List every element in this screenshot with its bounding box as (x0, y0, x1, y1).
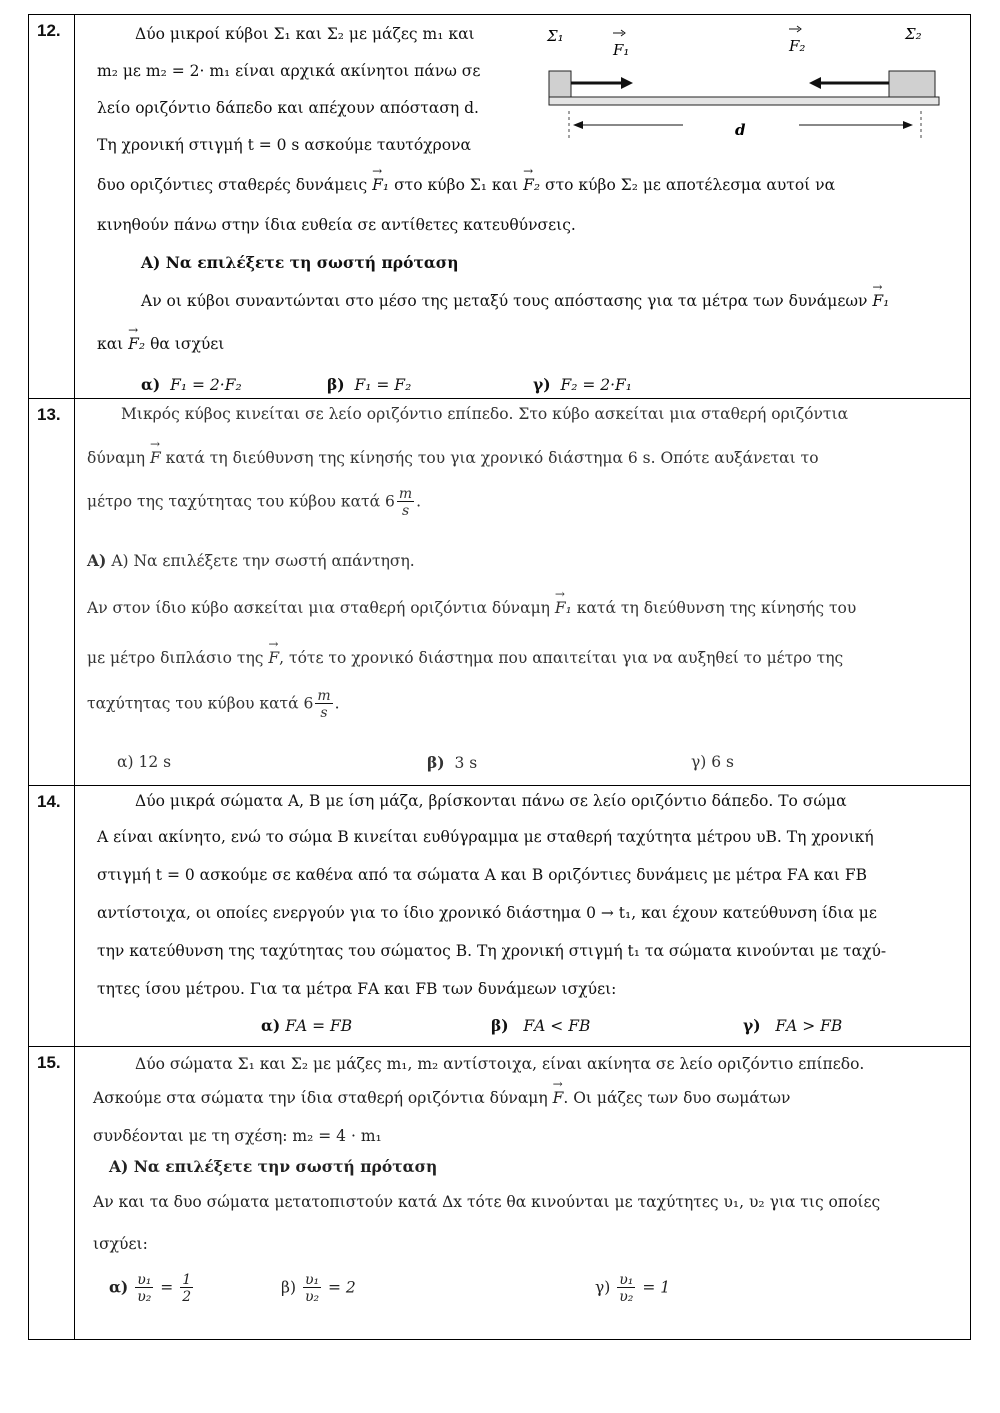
label-f1: F₁ (613, 41, 630, 59)
part-a-heading: Α) Να επιλέξετε την σωστή πρόταση (109, 1157, 438, 1176)
text-line: λείο οριζόντιο δάπεδο και απέχουν απόσταση d. (97, 99, 479, 117)
text-line: συνδέονται με τη σχέση: m₂ = 4 · m₁ (93, 1127, 382, 1145)
label-f2: F₂ (789, 37, 806, 55)
text-line: μέτρο της ταχύτητας του κύβου κατά 6 $\frac{m}{s}$ . (87, 486, 422, 519)
question-number: 13. (29, 399, 75, 785)
exercise-table (28, 14, 971, 1340)
question-13 (29, 398, 970, 785)
part-a-heading: Α) Α) Να επιλέξετε την σωστή απάντηση. (87, 551, 415, 570)
question-body (75, 399, 970, 785)
option-a[interactable]: α) $\frac{\text{υ₁}}{\text{υ₂}}$ = $\frac{1}{2}$ (109, 1272, 192, 1305)
text-line: την κατεύθυνση της ταχύτητας του σώματος Β. Τη χρονική στιγμή t₁ τα σώματα κινούνται με ταχύ- (97, 942, 887, 960)
label-d: d (735, 121, 746, 139)
question-15 (29, 1046, 970, 1339)
vector-f1: → F₁ (555, 599, 572, 617)
text-line: δύναμη → F κατά τη διεύθυνση της κίνησής του για χρονικό διάστημα 6 s. Οπότε αυξάνεται το (87, 449, 819, 467)
fraction-m-s: $\frac{m}{s}$ (398, 486, 413, 519)
option-a[interactable]: α) FΑ = FΒ (261, 1016, 353, 1035)
text-line: αντίστοιχα, οι οποίες ενεργούν για το ίδιο χρονικό διάστημα 0 → t₁, και έχουν κατεύθυνση ίδια με (97, 904, 877, 922)
vector-f2: → F₂ (128, 335, 145, 353)
cube-s1 (549, 71, 571, 97)
text-line: τητες ίσου μέτρου. Για τα μέτρα FΑ και FΒ των δυνάμεων ισχύει: (97, 980, 617, 998)
vector-f1: → F₁ (872, 292, 889, 310)
option-a[interactable]: α) 12 s (117, 753, 172, 771)
label-s2: Σ₂ (905, 25, 922, 43)
text-line: κινηθούν πάνω στην ίδια ευθεία σε αντίθετες κατευθύνσεις. (97, 216, 576, 234)
text-line: Αν στον ίδιο κύβο ασκείται μια σταθερή οριζόντια δύναμη → F₁ κατά τη διεύθυνση της κίνησής του (87, 599, 856, 617)
question-14 (29, 785, 970, 1046)
vector-f1: → F₁ (372, 176, 389, 194)
option-c[interactable]: γ) 6 s (691, 753, 734, 771)
text-line: δυο οριζόντιες σταθερές δυνάμεις → F₁ στο κύβο Σ₁ και → F₂ στο κύβο Σ₂ με αποτέλεσμα αυτοί να (97, 176, 835, 194)
option-b[interactable]: β) F₁ = F₂ (327, 375, 412, 394)
option-c[interactable]: γ) $\frac{\text{υ₁}}{\text{υ₂}}$ = 1 (595, 1272, 671, 1305)
vector-f: → F (553, 1089, 564, 1107)
text-line: Τη χρονική στιγμή t = 0 s ασκούμε ταυτόχρονα (97, 136, 471, 154)
question-number: 15. (29, 1047, 75, 1339)
question-body (75, 15, 970, 398)
text-line: στιγμή t = 0 ασκούμε σε καθένα από τα σώματα Α και Β οριζόντιες δυνάμεις με μέτρα FΑ και FΒ (97, 866, 868, 884)
text-line: ισχύει: (93, 1235, 148, 1253)
text-line: ταχύτητας του κύβου κατά 6 $\frac{m}{s}$ . (87, 688, 340, 721)
vector-f2: → F₂ (523, 176, 540, 194)
vector-f: → F (150, 449, 161, 467)
floor (549, 97, 939, 105)
text-line: Αν οι κύβοι συναντώνται στο μέσο της μεταξύ τους απόστασης για τα μέτρα των δυνάμεων → F₁ (141, 292, 889, 310)
option-a[interactable]: α) F₁ = 2·F₂ (141, 375, 242, 394)
cube-s2 (889, 71, 935, 97)
vector-f: → F (268, 649, 279, 667)
text-line: Α είναι ακίνητο, ενώ το σώμα Β κινείται ευθύγραμμα με σταθερή ταχύτητα μέτρου υΒ. Τη χρονική (97, 828, 874, 846)
question-number: 14. (29, 786, 75, 1046)
label-s1: Σ₁ (547, 27, 564, 45)
question-12 (29, 15, 970, 398)
fraction-m-s: $\frac{m}{s}$ (317, 688, 331, 721)
question-number: 12. (29, 15, 75, 398)
option-c[interactable]: γ) FΑ > FΒ (743, 1016, 843, 1035)
cubes-diagram (543, 19, 963, 139)
text-line: Μικρός κύβος κινείται σε λείο οριζόντιο επίπεδο. Στο κύβο ασκείται μια σταθερή οριζόντια (121, 405, 849, 423)
text-line: Αν και τα δυο σώματα μετατοπιστούν κατά Δx τότε θα κινούνται με ταχύτητες υ₁, υ₂ για τις οποίες (93, 1193, 881, 1211)
part-a-heading: Α) Να επιλέξετε τη σωστή πρόταση (141, 253, 459, 272)
text-line: με μέτρο διπλάσιο της → F, τότε το χρονικό διάστημα που απαιτείται για να αυξηθεί το μέτρο της (87, 649, 843, 667)
text-line: Δύο μικροί κύβοι Σ₁ και Σ₂ με μάζες m₁ και (135, 25, 475, 43)
text-line: Δύο σώματα Σ₁ και Σ₂ με μάζες m₁, m₂ αντίστοιχα, είναι ακίνητα σε λείο οριζόντιο επίπεδο. (135, 1055, 865, 1073)
text-line: m₂ με m₂ = 2· m₁ είναι αρχικά ακίνητοι πάνω σε (97, 62, 481, 80)
option-b[interactable]: β) 3 s (427, 753, 478, 772)
text-line: Ασκούμε στα σώματα την ίδια σταθερή οριζόντια δύναμη → F. Οι μάζες των δυο σωμάτων (93, 1089, 790, 1107)
question-body (75, 786, 970, 1046)
text-line: και → F₂ θα ισχύει (97, 335, 224, 353)
question-body (75, 1047, 970, 1339)
option-b[interactable]: β) $\frac{\text{υ₁}}{\text{υ₂}}$ = 2 (281, 1272, 356, 1305)
option-b[interactable]: β) FΑ < FΒ (491, 1016, 591, 1035)
text-line: Δύο μικρά σώματα Α, Β με ίση μάζα, βρίσκονται πάνω σε λείο οριζόντιο δάπεδο. Το σώμα (135, 792, 847, 810)
option-c[interactable]: γ) F₂ = 2·F₁ (533, 375, 633, 394)
